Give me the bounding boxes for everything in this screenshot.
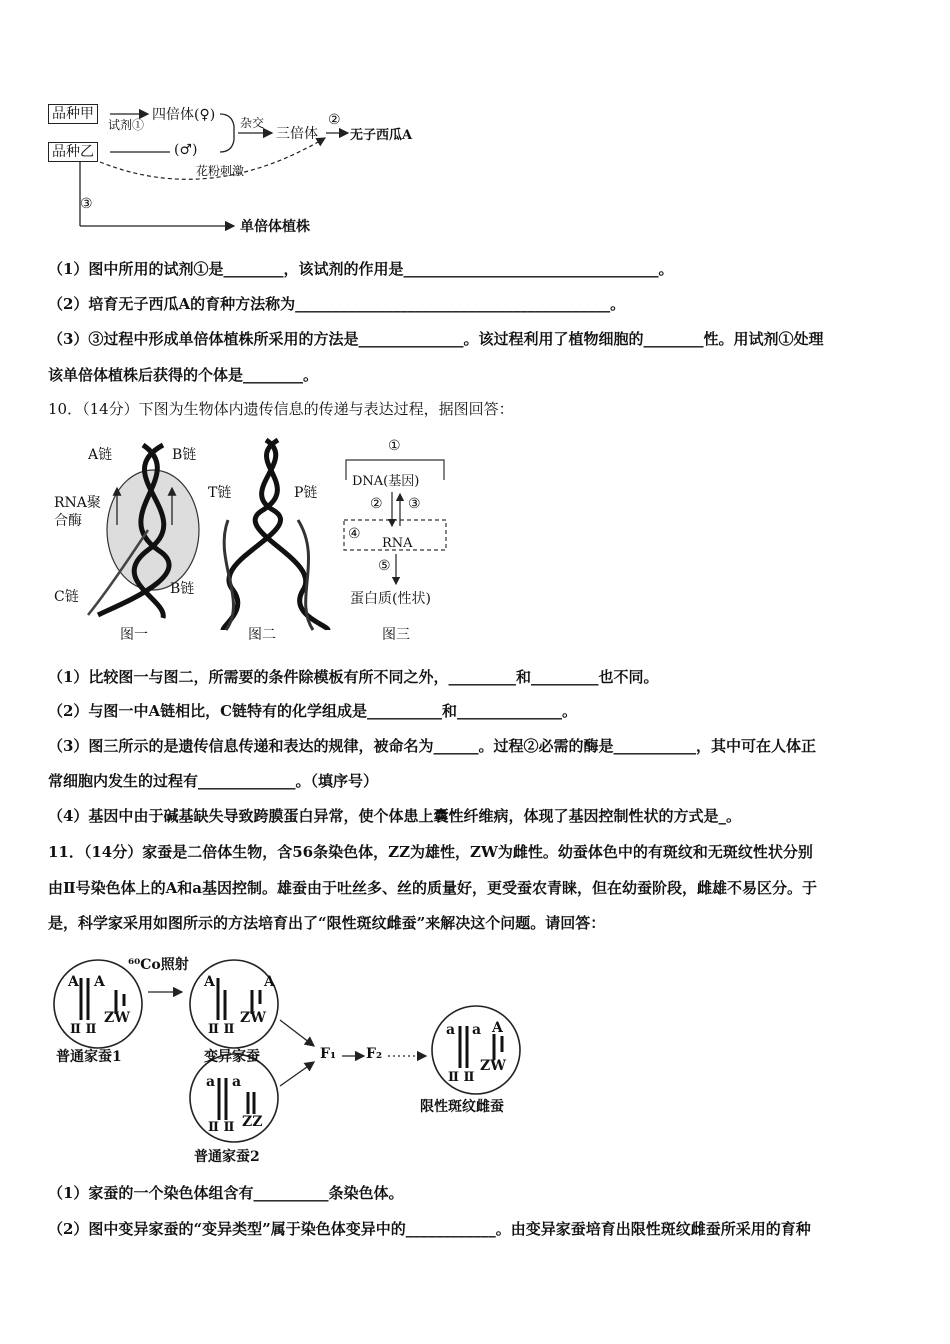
cross-label: 杂交	[240, 116, 265, 130]
q9-line2: （2）培育无子西瓜A的育种方法称为__________________________________________。	[48, 295, 626, 313]
cell1-zw: ZW	[104, 1010, 130, 1026]
male-label: (♂)	[174, 142, 198, 158]
protein-trait-label: 蛋白质(性状)	[350, 591, 431, 607]
cell3-zz: ZZ	[242, 1114, 263, 1130]
q11-line2: 由Ⅱ号染色体上的A和a基因控制。雄蚕由于吐丝多、丝的质量好，更受蚕农青睐，但在幼蚕阶段，雌雄不易区分。于	[48, 879, 818, 897]
cell1-roman2: Ⅱ Ⅱ	[70, 1022, 97, 1037]
cell4-allele-a2: a	[472, 1022, 482, 1038]
silkworm-figure	[48, 950, 538, 1172]
pollen-label: 花粉刺激	[196, 164, 245, 178]
cell4-allele-a1: a	[446, 1022, 456, 1038]
haploid-label: 单倍体植株	[240, 219, 310, 235]
tetraploid-label: 四倍体(♀)	[152, 107, 216, 123]
b-chain-top-label: B链	[172, 447, 197, 463]
limited-female-cell	[432, 1006, 520, 1094]
cell4-roman2: Ⅱ Ⅱ	[448, 1070, 475, 1085]
rna-label: RNA	[382, 536, 413, 551]
reagent-label: 试剂①	[108, 118, 145, 132]
rna-polymerase-label-1: RNA聚	[54, 495, 101, 511]
process4-label: ④	[348, 526, 361, 542]
q11-line1: 11．（14分）家蚕是二倍体生物，含56条染色体，ZZ为雄性，ZW为雌性。幼蚕体色中的有斑纹和无斑纹性状分别	[48, 843, 813, 861]
q9-line3: （3）③过程中形成单倍体植株所采用的方法是______________。该过程利用了植物细胞的________性。用试剂①处理	[48, 330, 824, 348]
q9-line1: （1）图中所用的试剂①是________，该试剂的作用是__________________________________。	[48, 260, 674, 278]
cell4-zw: ZW	[480, 1058, 506, 1074]
q10-line1: （1）比较图一与图二，所需要的条件除模板有所不同之外，_________和_________也不同。	[48, 668, 659, 686]
genetic-info-figure	[48, 430, 468, 648]
cell2-allele-a2: A	[264, 974, 275, 990]
q10-line3: （3）图三所示的是遗传信息传递和表达的规律，被命名为______。过程②必需的酶是___________，其中可在人体正	[48, 737, 816, 755]
process2-label: ②	[370, 496, 383, 512]
variant-silkworm-label: 变异家蚕	[204, 1049, 260, 1065]
limited-female-label: 限性斑纹雌蚕	[420, 1099, 504, 1115]
q9-line4: 该单倍体植株后获得的个体是________。	[48, 366, 319, 384]
dna-gene-label: DNA(基因)	[352, 474, 420, 489]
normal-silkworm1-label: 普通家蚕1	[56, 1049, 122, 1065]
b-chain-bottom-label: B链	[170, 581, 195, 597]
q11-sub1: （1）家蚕的一个染色体组含有__________条染色体。	[48, 1184, 404, 1202]
cell1-allele-a1: A	[68, 974, 79, 990]
cell3-allele-a2: a	[232, 1074, 242, 1090]
q10-title: 10．（14分）下图为生物体内遗传信息的传递与表达过程，据图回答：	[48, 400, 514, 418]
q11-line3: 是，科学家采用如图所示的方法培育出了“限性斑纹雌蚕”来解决这个问题。请回答：	[48, 914, 606, 932]
seedless-label: 无子西瓜A	[350, 128, 413, 143]
figure2-replication	[223, 440, 328, 630]
cell3-allele-a1: a	[206, 1074, 216, 1090]
process1-label: ①	[388, 438, 401, 454]
figure3-caption: 图三	[382, 627, 410, 643]
normal-silkworm2-label: 普通家蚕2	[194, 1149, 260, 1165]
variety-a-box: 品种甲	[48, 104, 98, 124]
variety-b-box: 品种乙	[48, 142, 98, 162]
p-chain-label: P链	[294, 485, 318, 501]
process3-label: ③	[408, 496, 421, 512]
q10-line4: 常细胞内发生的过程有_____________。（填序号）	[48, 772, 379, 790]
cell2-roman2: Ⅱ Ⅱ	[208, 1022, 235, 1037]
q11-sub2: （2）图中变异家蚕的“变异类型”属于染色体变异中的____________。由变异家蚕培育出限性斑纹雌蚕所采用的育种	[48, 1220, 811, 1238]
figure2-caption: 图二	[248, 627, 276, 643]
irradiation-label: ⁶⁰Co照射	[128, 957, 189, 973]
figure1-caption: 图一	[120, 627, 148, 643]
breeding-diagram	[40, 96, 460, 241]
rna-polymerase-label-2: 合酶	[54, 513, 82, 529]
cell2-allele-a1: A	[204, 974, 215, 990]
triploid-label: 三倍体	[276, 126, 318, 142]
process5-label: ⑤	[378, 558, 391, 574]
t-chain-label: T链	[208, 485, 232, 501]
q10-line2: （2）与图一中A链相比，C链特有的化学组成是__________和______________。	[48, 702, 578, 720]
step3-label: ③	[80, 196, 93, 212]
cell1-allele-a2: A	[94, 974, 105, 990]
q10-line5: （4）基因中由于碱基缺失导致跨膜蛋白异常，使个体患上囊性纤维病，体现了基因控制性状的方式是_。	[48, 807, 741, 825]
step2-label: ②	[328, 112, 341, 128]
f1-label: F₁	[320, 1046, 337, 1062]
c-chain-label: C链	[54, 589, 79, 605]
cell4-allele-a3: A	[492, 1020, 503, 1036]
cell2-zw: ZW	[240, 1010, 266, 1026]
cell3-roman2: Ⅱ Ⅱ	[208, 1120, 235, 1135]
f2-label: F₂	[366, 1046, 383, 1062]
a-chain-label: A链	[88, 447, 113, 463]
